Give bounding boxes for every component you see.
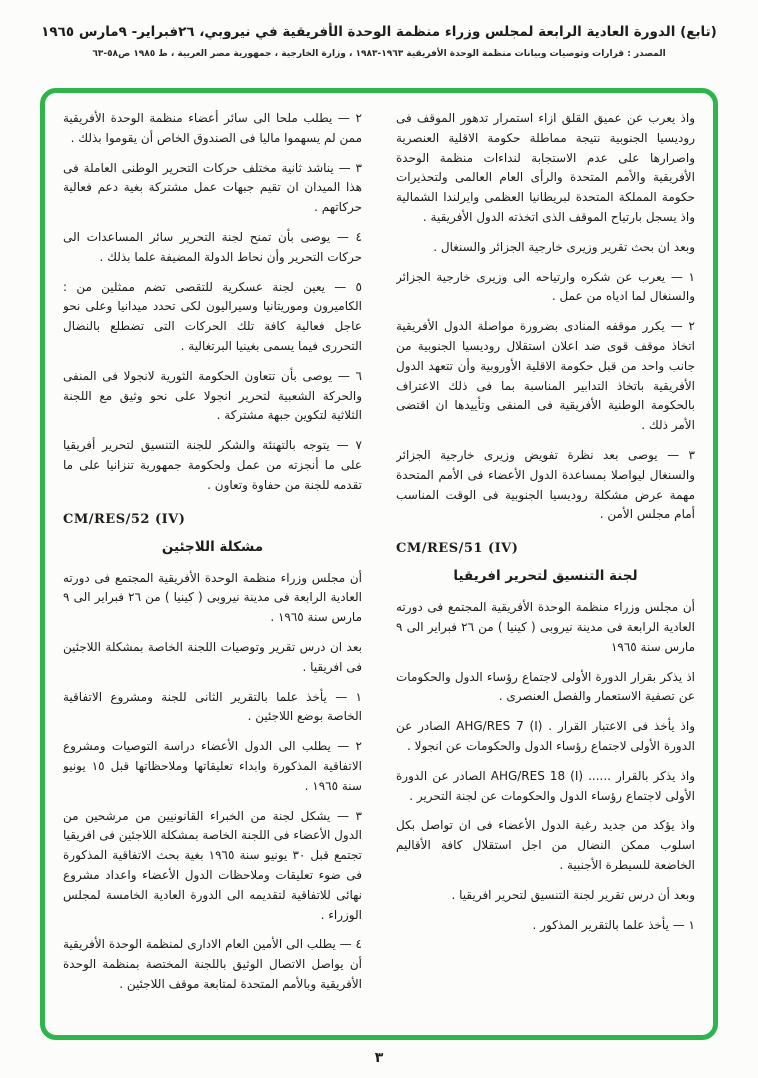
- paragraph: ٣ — يناشد ثانية مختلف حركات التحرير الوطنى العاملة فى هذا الميدان ان تقيم جبهات عمل مشتركة بغية دعم فعالية حركاتهم .: [63, 160, 362, 215]
- section-heading: لجنة التنسيق لتحرير افريقيا: [453, 568, 638, 585]
- paragraph: واذ يذكر بالقرار ...... AHG/RES 18 (I) الصادر عن الدورة الأولى لاجتماع رؤساء الدول والحكومات عن لجنة التحرير .: [396, 768, 695, 803]
- paragraph: ٢ — يطلب ملحا الى سائر أعضاء منظمة الوحدة الأفريقية ممن لم يسهموا ماليا فى الصندوق الخاص أن يقوموا بذلك .: [63, 111, 362, 145]
- paragraph: ٢ — يطلب الى الدول الأعضاء دراسة التوصيات ومشروع الاتفاقية المذكورة وابداء تعليقاتها وملاحظاتها قبل ١٥ يونيو سنة ١٩٦٥ .: [63, 739, 362, 793]
- paragraph: أن مجلس وزراء منظمة الوحدة الأفريقية المجتمع فى دورته العادية الرابعة فى مدينة نيروبى ( كينيا ) من ٢٦ فبراير الى ٩ مارس سنة ١٩٦٥ .: [63, 570, 362, 625]
- section-heading: مشكلة اللاجئين: [161, 538, 264, 555]
- content-frame: [40, 88, 718, 1040]
- paragraph: ٤ — يوصى بأن تمنح لجنة التحرير سائر المساعدات الى حركات التحرير وأن نحاط الدولة المضيفة علما بذلك .: [63, 229, 362, 264]
- resolution-code: CM/RES/52 (IV): [63, 511, 186, 527]
- paragraph: ١ — يعرب عن شكره وارتياحه الى وزيرى خارجية الجزائر والسنغال لما ادياه من عمل .: [396, 269, 695, 304]
- document-header: [0, 0, 758, 59]
- page-number: ٣: [374, 1050, 384, 1066]
- paragraph: ٣ — يوصى بعد نظرة تفويض وزيرى خارجية الجزائر والسنغال ليواصلا بمساعدة الدول الأعضاء فى الأمم المتحدة مهمة عرض مشكلة روديسيا الجنوبية فى الوقت المناسب أمام مجلس الأمن .: [396, 447, 695, 522]
- paragraph: ٤ — يطلب الى الأمين العام الادارى لمنظمة الوحدة الأفريقية أن يواصل الاتصال الوثيق باللجنة المختصة بمنظمة الوحدة الأفريقية وبالأمم المتحدة لمتابعة موقف اللاجئين .: [63, 937, 362, 991]
- paragraph: اذ يذكر بقرار الدورة الأولى لاجتماع رؤساء الدول والحكومات عن تصفية الاستعمار والفصل العنصرى .: [396, 669, 695, 704]
- paragraph: ٢ — يكرر موقفه المنادى بضرورة مواصلة الدول الأفريقية اتخاذ موقف قوى ضد اعلان استقلال روديسيا الجنوبية من جانب واحد من قبل حكومة الاقلية الأوروبية وأن تتعهد الدول الأفريقية باتخاذ التدابير المناسبة بما فى ذلك الاعتراف بالحكومة الوطنية الأفريقية فى المنفى وتأييدها ان اقتضى الأمر ذلك .: [396, 319, 695, 433]
- paragraph: ٦ — يوصى بأن تتعاون الحكومة الثورية لانجولا فى المنفى والحركة الشعبية لتحرير انجولا على نحو وثيق مع اللجنة الثلاثية لتكوين جبهة مشتركة .: [63, 368, 362, 423]
- paragraph: وبعد ان بحث تقرير وزيرى خارجية الجزائر والسنغال .: [433, 239, 695, 254]
- source-line: المصدر : قرارات وتوصيات وبيانات منظمة الوحدة الأفريقية ١٩٦٣-١٩٨٣ ، وزارة الخارجية ، جمهورية مصر العربية ، ط ١٩٨٥ ص٥٨-٦٣: [92, 49, 666, 59]
- paragraph: ٣ — يشكل لجنة من الخبراء القانونيين من مرشحين من الدول الأعضاء فى اللجنة الخاصة بمشكلة اللاجئين فى افريقيا تجتمع قبل ٣٠ يونيو سنة ١٩٦٥ بغية بحث الاتفاقية المذكورة فى ضوء تعليقات وملاحظات الدول الأعضاء واعداد مشروع نهائى للاتفاقية لتقديمه الى الدورة العادية الخامسة لمجلس الوزراء .: [63, 808, 362, 922]
- resolution-code: CM/RES/51 (IV): [396, 541, 519, 557]
- column-right: [396, 109, 695, 1019]
- page-title: (تابع) الدورة العادية الرابعة لمجلس وزراء منظمة الوحدة الأفريقية في نيروبي، ٢٦فبراير- ٩مارس ١٩٦٥: [41, 24, 717, 40]
- paragraph: ١ — يأخذ علما بالتقرير الثانى للجنة ومشروع الاتفاقية الخاصة بوضع اللاجئين .: [63, 689, 362, 724]
- paragraph: وبعد أن درس تقرير لجنة التنسيق لتحرير افريقيا .: [451, 887, 695, 902]
- paragraph: واذ يؤكد من جديد رغبة الدول الأعضاء فى ان تواصل بكل اسلوب ممكن النضال من اجل استقلال كافة الأقاليم الخاضعة للسيطرة الأجنبية .: [396, 818, 695, 872]
- paragraph: أن مجلس وزراء منظمة الوحدة الأفريقية المجتمع فى دورته العادية الرابعة فى مدينة نيروبى ( كينيا ) من ٢٦ فبراير الى ٩ مارس سنة ١٩٦٥: [396, 600, 695, 654]
- paragraph: بعد ان درس تقرير وتوصيات اللجنة الخاصة بمشكلة اللاجئين فى افريقيا .: [63, 639, 362, 674]
- two-column-layout: [63, 109, 695, 1019]
- paragraph: ٥ — يعين لجنة عسكرية للتقصى تضم ممثلين من : الكاميرون وموريتانيا وسيراليون لكى تحدد ميدانيا وعلى نحو عاجل فعالية كافة تلك الحركات التى تضطلع بالنضال التحررى فيما يسمى بغينيا البرتغالية .: [63, 279, 362, 353]
- paragraph: ١ — يأخذ علما بالتقرير المذكور .: [532, 917, 695, 932]
- paragraph: ٧ — يتوجه بالتهنئة والشكر للجنة التنسيق لتحرير أفريقيا على ما أنجزته من عمل ولحكومة جمهورية تنزانيا على ما تقدمه للجنة من حفاوة وتعاون .: [63, 438, 362, 492]
- paragraph: واذ يأخذ فى الاعتبار القرار . AHG/RES 7 (I) الصادر عن الدورة الأولى لاجتماع رؤساء الدول والحكومات عن انجولا .: [396, 719, 695, 753]
- paragraph: واذ يعرب عن عميق القلق ازاء استمرار تدهور الموقف فى روديسيا الجنوبية نتيجة مماطلة حكومة الاقلية العنصرية واصرارها على عدم الاستجابة لنداءات منظمة الوحدة الأفريقية والأمم المتحدة والرأى العام العالمى ولتحذيرات حكومة المملكة المتحدة لبريطانيا العظمى وايرلندا الشمالية واذ يسجل بارتياح الموقف الذى اتخذته الدول الأفريقية .: [396, 111, 695, 224]
- column-left: [63, 109, 362, 1019]
